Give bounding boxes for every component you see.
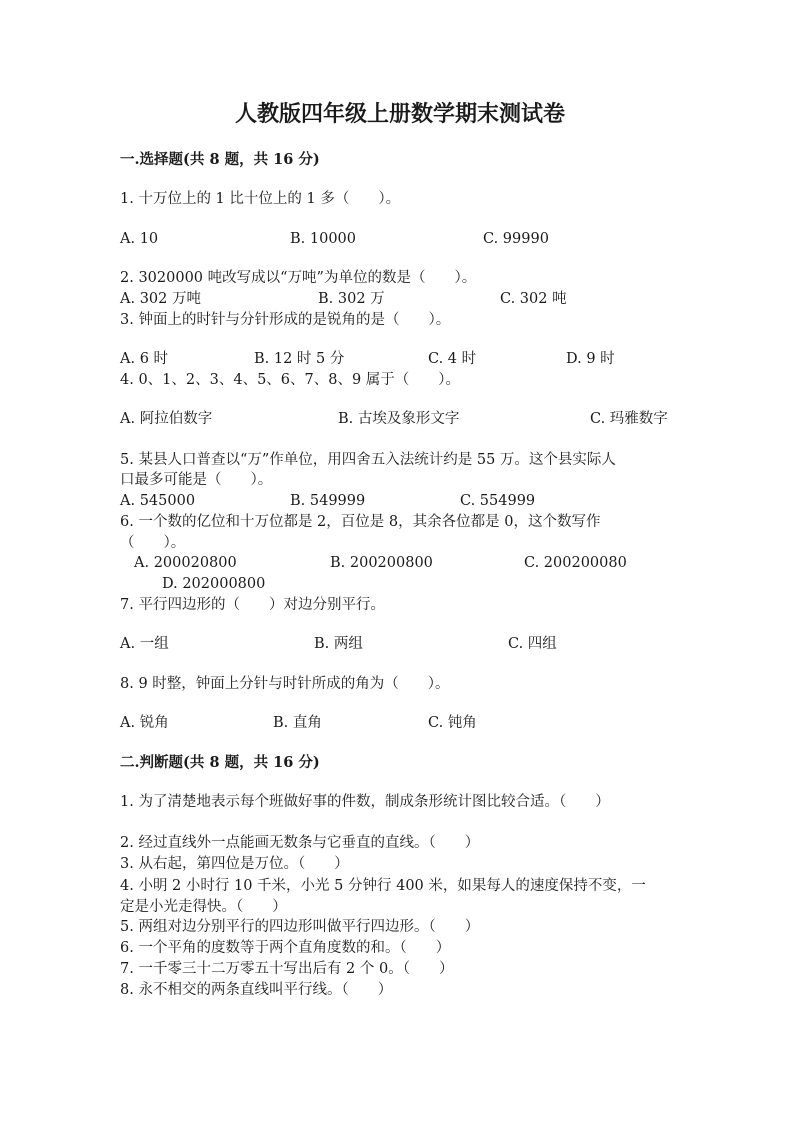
question-stem: 7. 一千零三十二万零五十写出后有 2 个 0。（ ）	[120, 961, 454, 977]
option: C. 钝角	[428, 715, 477, 731]
question-stem: 1. 十万位上的 1 比十位上的 1 多（ ）。	[120, 191, 401, 207]
section-heading-choice: 一.选择题(共 8 题，共 16 分)	[120, 151, 320, 168]
option: C. 554999	[460, 493, 536, 509]
option: B. 直角	[273, 715, 322, 731]
option: B. 302 万	[318, 291, 385, 307]
option: D. 202000800	[162, 576, 266, 592]
option: C. 4 时	[428, 351, 477, 367]
option: B. 10000	[290, 231, 357, 247]
option: A. 6 时	[120, 351, 169, 367]
option: A. 一组	[120, 636, 169, 652]
question-stem-continued: 定是小光走得快。（ ）	[120, 899, 287, 915]
option: D. 9 时	[566, 351, 615, 367]
question-stem: 2. 3020000 吨改写成以“万吨”为单位的数是（ ）。	[120, 270, 477, 286]
section-heading-judgement: 二.判断题(共 8 题，共 16 分)	[120, 754, 320, 771]
option: A. 200020800	[134, 555, 237, 571]
option: A. 302 万吨	[120, 291, 201, 307]
option: B. 古埃及象形文字	[338, 411, 460, 427]
question-stem: 5. 某县人口普查以“万”作单位，用四舍五入法统计约是 55 万。这个县实际人	[120, 452, 616, 468]
question-stem: 3. 钟面上的时针与分针形成的是锐角的是（ ）。	[120, 312, 451, 328]
option: C. 玛雅数字	[590, 411, 668, 427]
option: A. 阿拉伯数字	[120, 411, 213, 427]
question-stem: 3. 从右起，第四位是万位。（ ）	[120, 856, 349, 872]
option: C. 302 吨	[500, 291, 567, 307]
question-stem: 6. 一个平角的度数等于两个直角度数的和。（ ）	[120, 940, 451, 956]
question-stem-continued: 口最多可能是（ ）。	[120, 472, 273, 488]
option: A. 锐角	[120, 715, 169, 731]
option: A. 10	[120, 231, 159, 247]
question-stem: 2. 经过直线外一点能画无数条与它垂直的直线。（ ）	[120, 835, 480, 851]
question-stem: 4. 0、1、2、3、4、5、6、7、8、9 属于（ ）。	[120, 372, 461, 388]
option: C. 四组	[508, 636, 557, 652]
option: B. 12 时 5 分	[254, 351, 345, 367]
page-title: 人教版四年级上册数学期末测试卷	[234, 101, 565, 127]
question-stem: 7. 平行四边形的（ ）对边分别平行。	[120, 597, 385, 613]
question-stem-continued: （ ）。	[120, 535, 186, 551]
option: A. 545000	[120, 493, 196, 509]
question-stem: 6. 一个数的亿位和十万位都是 2，百位是 8，其余各位都是 0，这个数写作	[120, 514, 601, 530]
question-stem: 8. 9 时整，钟面上分针与时针所成的角为（ ）。	[120, 676, 450, 692]
question-stem: 8. 永不相交的两条直线叫平行线。（ ）	[120, 982, 393, 998]
option: B. 两组	[314, 636, 363, 652]
question-stem: 4. 小明 2 小时行 10 千米，小光 5 分钟行 400 米，如果每人的速度保持不变，一	[120, 878, 646, 894]
question-stem: 1. 为了清楚地表示每个班做好事的件数，制成条形统计图比较合适。（ ）	[120, 794, 610, 810]
option: C. 99990	[483, 231, 549, 247]
question-stem: 5. 两组对边分别平行的四边形叫做平行四边形。（ ）	[120, 919, 480, 935]
option: B. 549999	[290, 493, 366, 509]
option: B. 200200800	[330, 555, 433, 571]
option: C. 200200080	[524, 555, 627, 571]
